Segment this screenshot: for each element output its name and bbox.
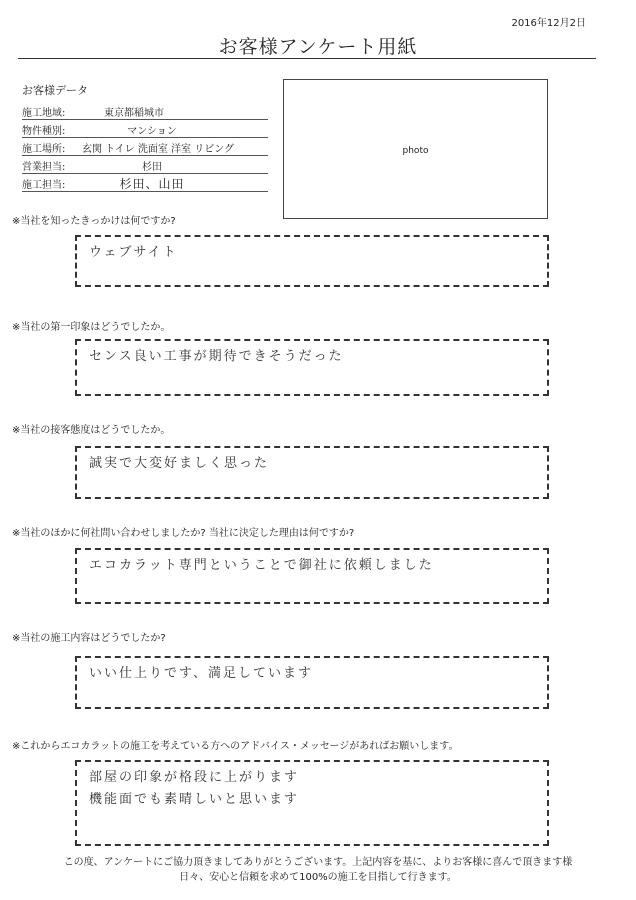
data-label: 施工地域: xyxy=(22,108,66,119)
answer-box-6 xyxy=(75,760,549,846)
survey-date: 2016年12月2日 xyxy=(511,18,586,29)
question-3: ※当社の接客態度はどうでしたか。 xyxy=(12,425,171,436)
question-6: ※これからエコカラットの施工を考えている方へのアドバイス・メッセージがあればお願いします。 xyxy=(12,741,459,752)
data-label: 施工担当: xyxy=(22,180,66,191)
answer-2: センス良い工事が期待できそうだった xyxy=(89,349,344,364)
data-value: 杉田 xyxy=(142,162,162,173)
question-1: ※当社を知ったきっかけは何ですか? xyxy=(12,216,176,227)
customer-data-table xyxy=(22,102,268,192)
data-value: 東京都稲城市 xyxy=(104,108,164,119)
data-value: 杉田、山田 xyxy=(119,177,185,191)
data-value: マンション xyxy=(127,126,177,137)
data-row-location xyxy=(22,138,268,156)
answer-1: ウェブサイト xyxy=(89,245,178,260)
answer-box-5 xyxy=(75,656,549,709)
data-row-installer xyxy=(22,174,268,192)
data-label: 営業担当: xyxy=(22,162,66,173)
data-label: 施工場所: xyxy=(22,144,66,155)
question-5: ※当社の施工内容はどうでしたか? xyxy=(12,633,166,644)
answer-box-1 xyxy=(75,235,549,287)
data-row-property-type xyxy=(22,120,268,138)
footer-message-line-2: 日々、安心と信頼を求めて100%の施工を目指して行きます。 xyxy=(179,872,457,883)
answer-box-4 xyxy=(75,548,549,604)
answer-5: いい仕上りです、満足しています xyxy=(89,666,313,681)
answer-6-line-1: 部屋の印象が格段に上がります xyxy=(89,770,300,785)
data-label: 物件種別: xyxy=(22,126,66,137)
answer-6-line-2: 機能面でも素晴しいと思います xyxy=(89,792,300,807)
data-value: 玄関 トイレ 洗面室 洋室 リビング xyxy=(82,144,235,155)
photo-label: photo xyxy=(402,146,429,156)
question-2: ※当社の第一印象はどうでしたか。 xyxy=(12,322,171,333)
footer-message-line-1: この度、アンケートにご協力頂きましてありがとうございます。上記内容を基に、よりお客様に喜んで頂きます様 xyxy=(63,857,573,868)
question-4: ※当社のほかに何社問い合わせしましたか? 当社に決定した理由は何ですか? xyxy=(12,528,355,539)
answer-3: 誠実で大変好ましく思った xyxy=(89,456,270,471)
photo-placeholder xyxy=(283,79,548,219)
data-row-sales xyxy=(22,156,268,174)
page-title: お客様アンケート用紙 xyxy=(218,36,418,58)
data-row-area xyxy=(22,102,268,120)
customer-data-heading: お客様データ xyxy=(22,84,88,97)
answer-4: エコカラット専門ということで御社に依頼しました xyxy=(89,558,434,573)
title-underline xyxy=(18,58,596,59)
answer-box-3 xyxy=(75,446,549,499)
answer-box-2 xyxy=(75,339,549,396)
